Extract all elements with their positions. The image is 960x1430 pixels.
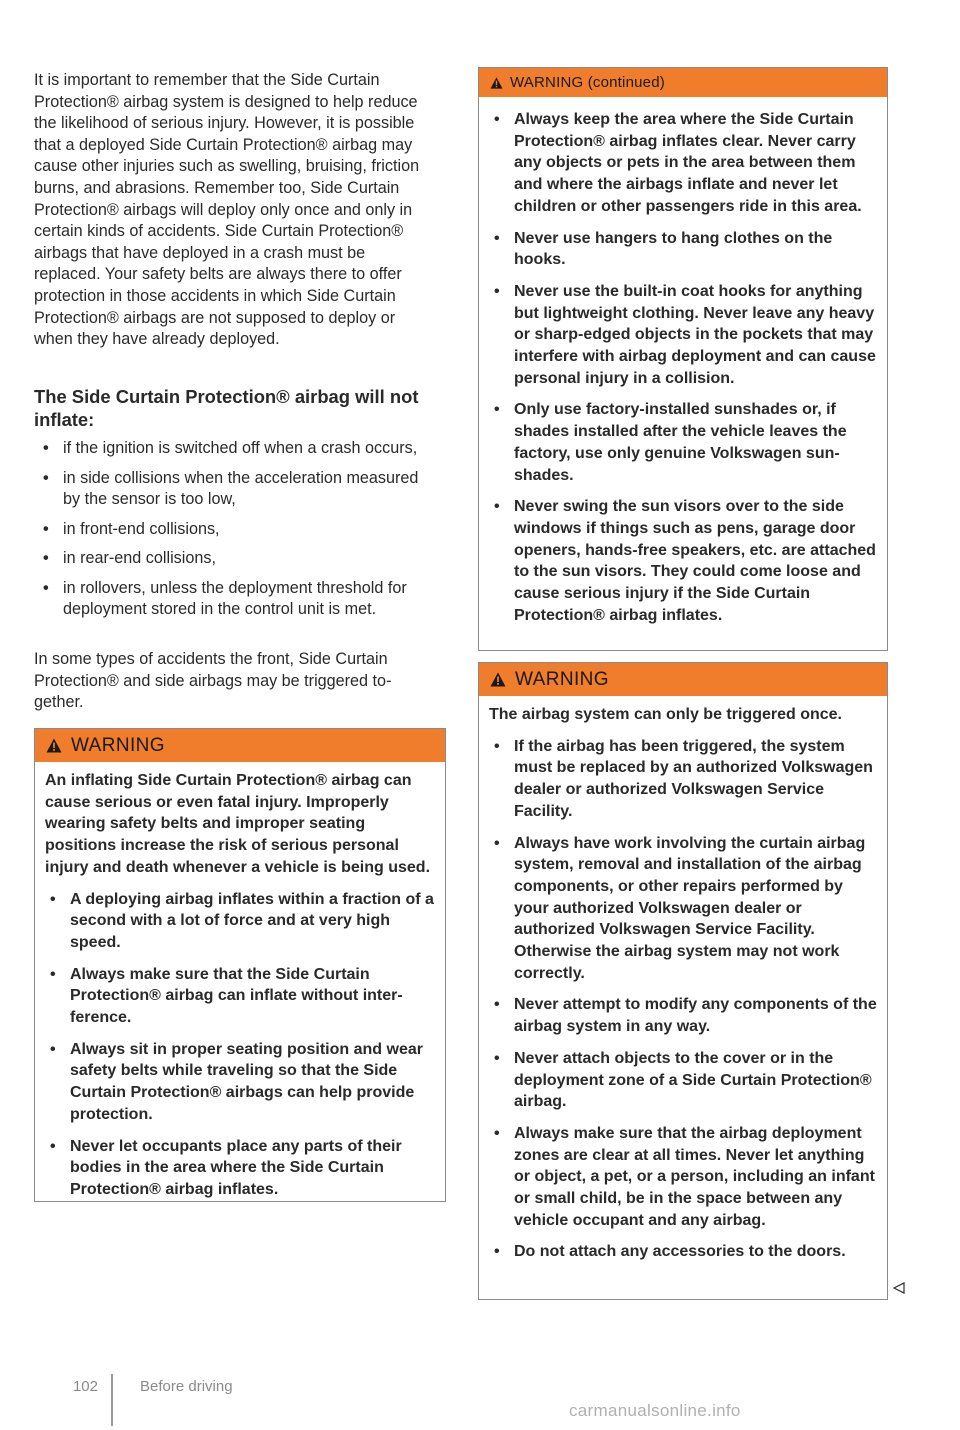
warning-header: [35, 729, 445, 762]
bullet-icon: •: [494, 401, 500, 419]
warning-continued-box: [478, 67, 888, 651]
warning-title: WARNING (continued): [510, 74, 665, 91]
list-item: • Do not attach any accessories to the doors.: [489, 1241, 877, 1263]
list-item: • Always make sure that the airbag deployment zones are clear at all times. Never let anything or object, a pet, or a person, including an infant or small child, be in the space between any vehicle occupant and any airbag.: [494, 1124, 875, 1229]
bullet-icon: •: [494, 229, 500, 247]
bullet-icon: •: [43, 578, 49, 597]
bullet-icon: •: [494, 1124, 500, 1142]
warning-box: [34, 728, 446, 1202]
warning-triangle-icon: [490, 672, 506, 687]
list-item: • Only use factory-installed sunshades or, if shades installed after the vehicle leaves the factory, use only genuine Volkswagen sunshades.: [494, 401, 847, 484]
section-end-icon: [893, 1282, 905, 1294]
warning-lead: The airbag system can only be triggered once.: [489, 706, 842, 723]
warning-body: [479, 696, 887, 1283]
list-item: • if the ignition is switched off when a crash occurs,: [34, 438, 434, 460]
bullet-icon: •: [43, 519, 49, 538]
bullet-icon: •: [494, 1049, 500, 1067]
intro-paragraph: It is important to remember that the Side Curtain Protection® airbag system is designed to help reduce the likelihood of serious injury. However, it is possible that a deployed Side Curtain Protection® airbag may cause other injuries such as swelling, bruising, friction burns, and abrasions. Remember too, Side Curtain Protection® airbags will deploy only once and only in certain kinds of accidents. Side Curtain Protection® airbags that have deployed in a crash must be replaced. Your safety belts are always there to offer protection in those accidents in which Side Curtain Protection® airbags are not supposed to deploy or when they have already deployed.: [34, 71, 420, 349]
warning-title: WARNING: [71, 734, 165, 756]
footer-divider: [111, 1374, 113, 1426]
warning-body: [479, 97, 887, 646]
warning-triangle-icon: [490, 77, 503, 89]
list-item: • in front-end collisions,: [34, 519, 434, 541]
list-item: • If the airbag has been triggered, the system must be replaced by an authorized Volkswagen dealer or authorized Volkswagen Service Facility.: [494, 737, 873, 820]
list-item: • Never attempt to modify any components of the airbag system in any way.: [494, 996, 877, 1036]
list-item: • Always keep the area where the Side Curtain Protection® airbag inflates clear. Never carry any objects or pets in the area between them and where the airbags inflate and never let children or other passengers ride in this area.: [494, 111, 862, 215]
warning-lead: An inflating Side Curtain Protection® airbag can cause serious or even fatal injury. Improperly wearing safety belts and improper seating positions increase the risk of serious personal injury and death whenever a vehicle is being used.: [45, 772, 431, 876]
bullet-icon: •: [494, 996, 500, 1014]
bullet-icon: •: [494, 737, 500, 755]
list-item: • Never swing the sun visors over to the side windows if things such as pens, garage door openers, hands-free speakers, etc. are attached to the sun visors. They could come loose and cause serious injury if the Side Curtain Protection® airbag inflates.: [494, 498, 876, 624]
bullet-icon: •: [494, 1243, 500, 1261]
bullet-icon: •: [50, 1040, 56, 1058]
watermark: carmanualsonline.info: [569, 1401, 741, 1420]
warning-triangle-icon: [46, 738, 62, 753]
bullet-icon: •: [50, 890, 56, 908]
list-item: • Always have work involving the curtain airbag system, removal and installation of the airbag components, or other repairs performed by your authorized Volkswagen dealer or authorized Volkswagen Service Facility. Otherwise the airbag system may not work correctly.: [494, 834, 866, 982]
bullet-icon: •: [50, 1137, 56, 1155]
not-inflate-list: [34, 438, 434, 629]
combined-trigger-paragraph: In some types of accidents the front, Side Curtain Protection® and side airbags may be triggered together.: [34, 650, 392, 712]
warning-header: [479, 68, 887, 97]
section-title: Before driving: [140, 1378, 233, 1395]
bullet-icon: •: [43, 439, 49, 457]
bullet-icon: •: [494, 111, 500, 128]
bullet-icon: •: [50, 965, 56, 983]
warning-title: WARNING: [515, 668, 609, 690]
list-item: • Never attach objects to the cover or in the deployment zone of a Side Curtain Protection® airbag.: [494, 1049, 872, 1111]
list-item: • Never use the built-in coat hooks for anything but lightweight clothing. Never leave any heavy or sharp-edged objects in the pockets that may interfere with airbag deployment and can cause personal injury in a collision.: [494, 282, 876, 387]
bullet-icon: •: [494, 498, 500, 516]
bullet-icon: •: [494, 834, 500, 852]
bullet-icon: •: [494, 282, 500, 300]
list-item: • in rear-end collisions,: [34, 548, 434, 570]
not-inflate-heading: The Side Curtain Protection® airbag will not inflate:: [34, 386, 419, 430]
list-item: • Always sit in proper seating position and wear safety belts while traveling so that the Side Curtain Protection® airbags can help provide protection.: [50, 1040, 423, 1123]
list-item: • in rollovers, unless the deployment threshold for deployment stored in the control unit is met.: [43, 578, 407, 618]
list-item: • in side collisions when the acceleration measured by the sensor is too low,: [43, 468, 419, 508]
warning-box: [478, 662, 888, 1300]
page-number: 102: [72, 1378, 98, 1395]
list-item: • Always make sure that the Side Curtain Protection® airbag can inflate without interference.: [50, 965, 403, 1027]
bullet-icon: •: [43, 549, 49, 567]
bullet-icon: •: [43, 468, 49, 487]
warning-body: [35, 762, 445, 1221]
list-item: • Never use hangers to hang clothes on the hooks.: [494, 229, 833, 269]
warning-header: [479, 663, 887, 696]
list-item: • A deploying airbag inflates within a fraction of a second with a lot of force and at very high speed.: [50, 890, 434, 951]
list-item: • Never let occupants place any parts of their bodies in the area where the Side Curtain Protection® airbag inflates.: [50, 1137, 402, 1198]
